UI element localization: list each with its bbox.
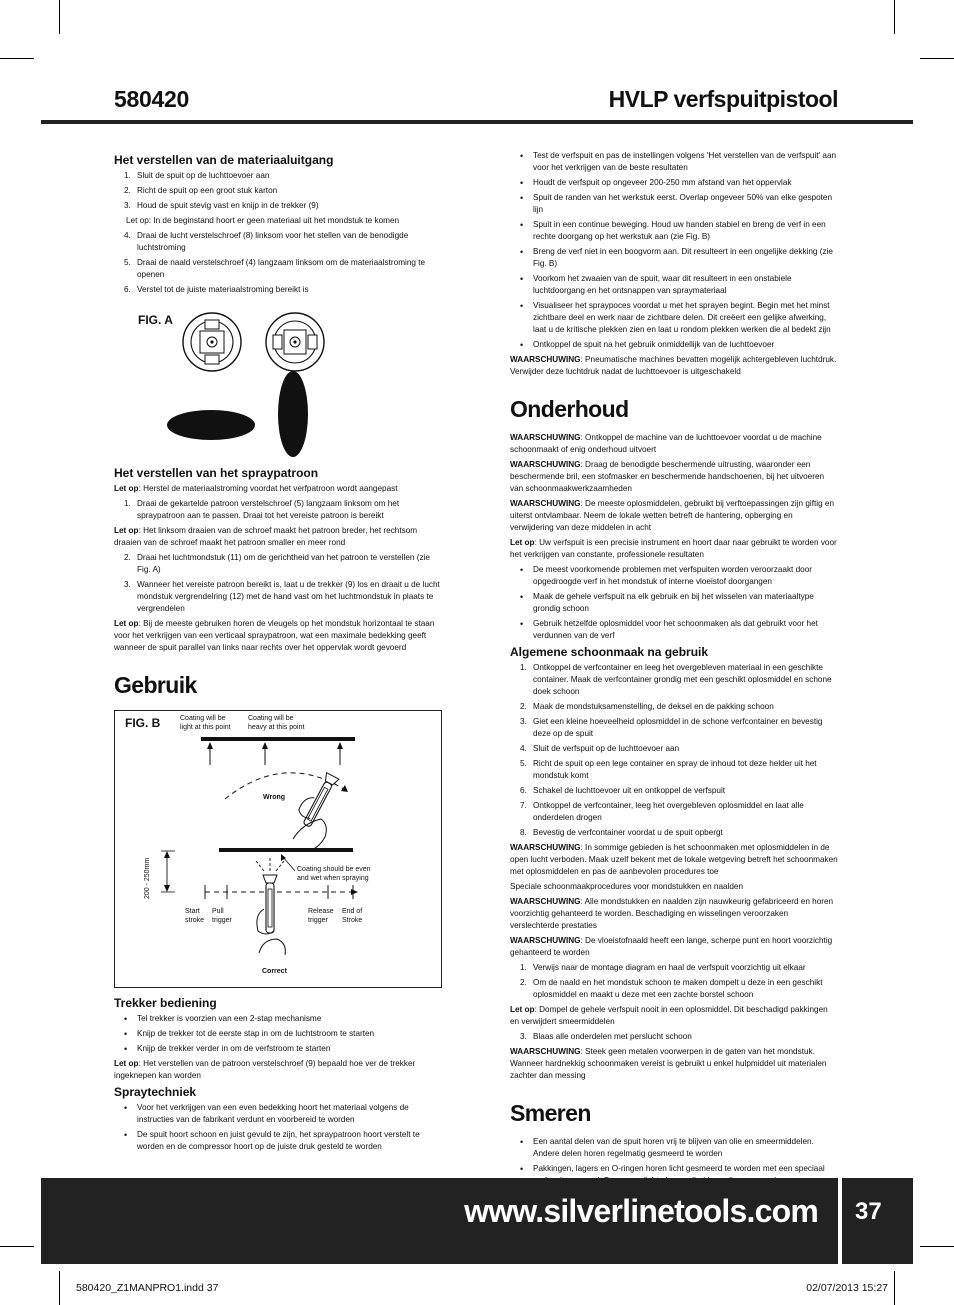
label-wrong: Wrong: [263, 794, 286, 801]
figure-label: FIG. B: [125, 716, 161, 730]
section-heading: Algemene schoonmaak na gebruik: [510, 645, 709, 659]
figure-b: [114, 710, 442, 988]
list-item: 2. Om de naald en het mondstuk schoon te maken dompelt u deze in een geschikt oplosmiddel en maakt u deze met een zachte borstel schoon: [520, 978, 823, 999]
list-item: • Breng de verf niet in een boogvorm aan. Dit resulteert in een ongelijke dekking (zie Fig. B): [520, 247, 833, 268]
list-item: • Ontkoppel de spuit na het gebruik onmiddellijk van de luchttoevoer: [520, 340, 775, 350]
product-code: 580420: [114, 86, 189, 112]
crop-mark: [0, 58, 34, 59]
warning: WAARSCHUWING: In sommige gebieden is het schoonmaken met oplosmiddelen in de open lucht verboden. Maak uzelf bekent met de lokale wetgeving betreft het schoonmaken met oplosmiddelen en pas de aanbevolen procedures toe: [510, 843, 838, 876]
numbered-list: [114, 170, 442, 212]
section-heading: Spraytechniek: [114, 1085, 197, 1099]
page-title: HVLP verfspuitpistool: [608, 86, 838, 112]
label-release: Release trigger: [308, 908, 334, 924]
list-item: 1. Draai de gekartelde patroon verstelschroef (5) langzaam linksom om het spraypatroon aan te passen. Draai tot het vereiste patroon is bereikt: [124, 499, 400, 520]
warning: WAARSCHUWING: Draag de benodigde beschermende uitrusting, waaronder een beschermende bril, een stofmasker en beschermende handschoenen, bij het uitvoeren van schoonmaakwerkzaamheden: [510, 460, 825, 493]
crop-mark: [59, 0, 60, 34]
list-item: 4. Draai de lucht verstelschroef (8) linksom voor het stellen van de benodigde luchtstroming: [124, 231, 409, 252]
crop-mark: [894, 0, 895, 34]
list-item: • Spuit in een continue beweging. Houd uw handen stabiel en breng de verf in een rechte doorgang op het werkstuk aan (zie Fig. B): [520, 220, 826, 241]
numbered-list: [510, 962, 838, 1001]
list-item: 5. Draai de naald verstelschroef (4) langzaam linksom om de materiaalstroming te openen: [124, 258, 426, 279]
note: Let op: Het linksom draaien van de schroef maakt het patroon breder, het rechtsom draaien van de schroef maakt het patroon smaller en meer rond: [114, 526, 418, 547]
page-number: 37: [855, 1198, 882, 1225]
numbered-list: [114, 498, 442, 522]
list-item: 1. Sluit de spuit op de luchttoevoer aan: [124, 171, 270, 180]
file-slug: 580420_Z1MANPRO1.indd 37: [76, 1282, 219, 1294]
list-item: 6. Schakel de luchttoevoer uit en ontkoppel de verfspuit: [520, 786, 726, 795]
list-item: • Maak de gehele verfspuit na elk gebruik en bij het wisselen van materiaaltype grondig schoon: [520, 592, 814, 613]
list-item: • Houdt de verfspuit op ongeveer 200-250 mm afstand van het oppervlak: [520, 178, 792, 188]
list-item: • De spuit hoort schoon en juist gevuld te zijn, het spraypatroon hoort verstelt te worden en de compressor hoort op de juiste druk gesteld te worden: [124, 1130, 420, 1151]
note: Let op: Uw verfspuit is een precisie instrument en hoort daar naar gebruikt te worden voor het verkrijgen van constante, professionele resultaten: [510, 538, 837, 559]
annotation-heavy: Coating will be heavy at this point: [248, 715, 305, 731]
list-item: 1. Verwijs naar de montage diagram en haal de verfspuit voorzichtig uit elkaar: [520, 963, 806, 972]
crop-mark: [894, 1271, 895, 1305]
list-item: • Voor het verkrijgen van een even bedekking hoort het materiaal volgens de instructies van de fabrikant verdunt en voorbereid te worden: [124, 1103, 409, 1124]
list-item: 2. Maak de mondstuksamenstelling, de deksel en de pakking schoon: [520, 702, 774, 711]
bullet-list: [510, 150, 838, 351]
section-heading: Het verstellen van het spraypatroon: [114, 466, 319, 480]
crop-mark: [920, 58, 954, 59]
section-heading: Het verstellen van de materiaaluitgang: [114, 153, 334, 167]
left-column: [114, 150, 442, 1156]
label-end: End of Stroke: [342, 908, 363, 924]
surface-bottom: [219, 848, 353, 852]
note: Let op: Dompel de gehele verfspuit nooit in een oplosmiddel. Dit beschadigd pakkingen en verwijdert smeermiddelen: [510, 1005, 828, 1026]
list-item: 3. Blaas alle onderdelen met perslucht schoon: [520, 1032, 692, 1041]
numbered-list: [114, 552, 442, 615]
list-item: 8. Bevestig de verfcontainer voordat u de spuit opbergt: [520, 828, 723, 837]
subheading: Speciale schoonmaakprocedures voor mondstukken en naalden: [510, 882, 744, 891]
footer-bar: [41, 1178, 838, 1264]
list-item: • Voorkom het zwaaien van de spuit, waar dit resulteert in een onstabiele luchtdoorgang en het ontsnappen van spraymateriaal: [520, 274, 792, 295]
smeren-heading: Smeren: [510, 1100, 591, 1126]
warning: WAARSCHUWING: Steek geen metalen voorwerpen in de gaten van het mondstuk. Wanneer hardnekkig schoonmaken vereist is gebruikt u enkel hulpmiddel uit materialen zachter dan messing: [510, 1047, 827, 1080]
list-item: • Pakkingen, lagers en O-ringen horen licht gesmeerd te worden met een speciaal: [520, 1164, 825, 1174]
list-item: 4. Sluit de verfspuit op de luchttoevoer aan: [520, 744, 680, 753]
list-item: 2. Richt de spuit op een groot stuk karton: [124, 186, 278, 195]
note: Let op: In de beginstand hoort er geen materiaal uit het mondstuk te komen: [126, 216, 400, 225]
list-item: 3. Houd de spuit stevig vast en knijp in de trekker (9): [124, 201, 319, 210]
website-link[interactable]: www.silverlinetools.com: [464, 1193, 818, 1229]
warning: WAARSCHUWING: Pneumatische machines bevatten mogelijk achtergebleven luchtdruk. Verwijder deze luchtdruk nadat de luchttoevoer is uitgeschakeld: [510, 355, 837, 376]
note: Let op: Bij de meeste gebruiken horen de vleugels op het mondstuk horizontaal te staan voor het verkrijgen van een verticaal spraypatroon, wat een maximale bedekking geeft wanneer de spuit parallel van links naar rechts over het oppervlak wordt gevoerd: [114, 619, 435, 652]
list-item: 3. Wanneer het vereiste patroon bereikt is, laat u de trekker (9) los en draait u de lucht mondstuk vergrendelring (12) met de hand vast om het luchtmondstuk in plaats te vergrendelen: [124, 580, 440, 613]
warning: WAARSCHUWING: De meeste oplosmiddelen, gebruikt bij verftoepassingen zijn giftig en uiterst ontvlambaar. Neem de lokale wetten betreft de hantering, opberging en verwijdering van deze middelen in acht: [510, 499, 835, 532]
warning: WAARSCHUWING: De vloeistofnaald heeft een lange, scherpe punt en hoort voorzichtig gehanteerd te worden: [510, 936, 833, 957]
figure-label: FIG. A: [138, 313, 173, 327]
numbered-list: [114, 230, 442, 296]
label-pull: Pull trigger: [212, 908, 232, 924]
label-correct: Correct: [262, 968, 287, 975]
list-item: 1. Ontkoppel de verfcontainer en leeg het overgebleven materiaal in een geschikte container. Maak de verfcontainer grondig met een geschikt oplosmiddel en schone doek schoon: [520, 663, 832, 696]
list-item: 5. Richt de spuit op een lege container en spray de inhoud tot deze helder uit het mondstuk komt: [520, 759, 817, 780]
numbered-list: [510, 662, 838, 839]
horizontal-pattern: [167, 410, 255, 440]
crop-mark: [59, 1271, 60, 1305]
list-item: • De meest voorkomende problemen met verfspuiten worden veroorzaakt door opgedroogde verf in het mondstuk of interne vloeistof doorgangen: [520, 565, 812, 586]
annotation-even: Coating should be even and wet when spraying: [297, 866, 371, 882]
gebruik-heading: Gebruik: [114, 672, 197, 698]
list-item: • Test de verfspuit en pas de instellingen volgens 'Het verstellen van de verfspuit' aan voor het verkrijgen van de beste resultaten: [520, 151, 837, 172]
onderhoud-heading: Onderhoud: [510, 396, 629, 422]
vertical-pattern: [278, 371, 308, 457]
date-slug: 02/07/2013 15:27: [806, 1282, 888, 1294]
list-item: • Visualiseer het spraypoces voordat u met het sprayen begint. Begin met het minst zichtbare deel en werk naar de zichtbare delen. Dit creëert een gelijke afwerking, laat u de kritische plekken zien en laat u rondom plekken werken die al bedekt zijn: [520, 301, 831, 334]
air-cap-diagram: [114, 302, 442, 462]
note: Let op: Herstel de materiaalstroming voordat het verfpatroon wordt aangepast: [114, 484, 398, 493]
numbered-list: [510, 1031, 838, 1043]
crop-mark: [0, 1246, 34, 1247]
crop-mark: [920, 1246, 954, 1247]
spray-technique-diagram: [115, 711, 441, 987]
list-item: • Knijp de trekker tot de eerste stap in om de luchtstroom te starten: [124, 1029, 375, 1039]
list-item: 2. Draai het luchtmondstuk (11) om de gerichtheid van het patroon te verstellen (zie Fig. A): [124, 553, 430, 574]
note: Let op: Het verstellen van de patroon verstelschroef (9) bepaald hoe ver de trekker ingeknepen kan worden: [114, 1059, 416, 1080]
list-item: 6. Verstel tot de juiste materiaalstroming bereikt is: [124, 285, 309, 294]
list-item: • Tel trekker is voorzien van een 2-stap mechanisme: [124, 1014, 322, 1024]
list-item: 7. Ontkoppel de verfcontainer, leeg het overgebleven oplosmiddel en laat alle onderdelen drogen: [520, 801, 804, 822]
distance-label: 200 - 250mm: [144, 857, 151, 899]
figure-a: [114, 302, 442, 462]
section-heading: Trekker bediening: [114, 996, 217, 1010]
bullet-list: [510, 564, 838, 642]
warning: WAARSCHUWING: Ontkoppel de machine van de luchttoevoer voordat u de machine schoonmaakt of enig onderhoud uitvoert: [510, 433, 822, 454]
label-start: Start stroke: [185, 908, 205, 924]
surface-top: [201, 737, 355, 741]
header-rule: [41, 120, 913, 124]
bullet-list: [114, 1102, 442, 1153]
annotation-light: Coating will be light at this point: [180, 715, 231, 731]
list-item: • Gebruik hetzelfde oplosmiddel voor het schoonmaken als dat gebruikt voor het verdunnen van de verf: [520, 619, 818, 640]
list-item: • Knijp de trekker verder in om de verfstroom te starten: [124, 1044, 331, 1054]
bullet-list: [114, 1013, 442, 1055]
right-column: [510, 150, 838, 1190]
list-item: 3. Giet een kleine hoeveelheid oplosmiddel in de schone verfcontainer en bevestig deze op de spuit: [520, 717, 823, 738]
page-number-box: [842, 1178, 913, 1264]
list-item: • Spuit de randen van het werkstuk eerst. Overlap ongeveer 50% van elke gespoten lijn: [520, 193, 833, 214]
warning: WAARSCHUWING: Alle mondstukken en naalden zijn nauwkeurig gefabriceerd en horen voorzichtig gehanteerd te worden. Beschadiging en wisselingen veroorzaken verslechterde prestaties: [510, 897, 834, 930]
list-item: • Een aantal delen van de spuit horen vrij te blijven van olie en smeermiddelen. Andere delen horen regelmatig gesmeerd te worden: [520, 1137, 814, 1158]
